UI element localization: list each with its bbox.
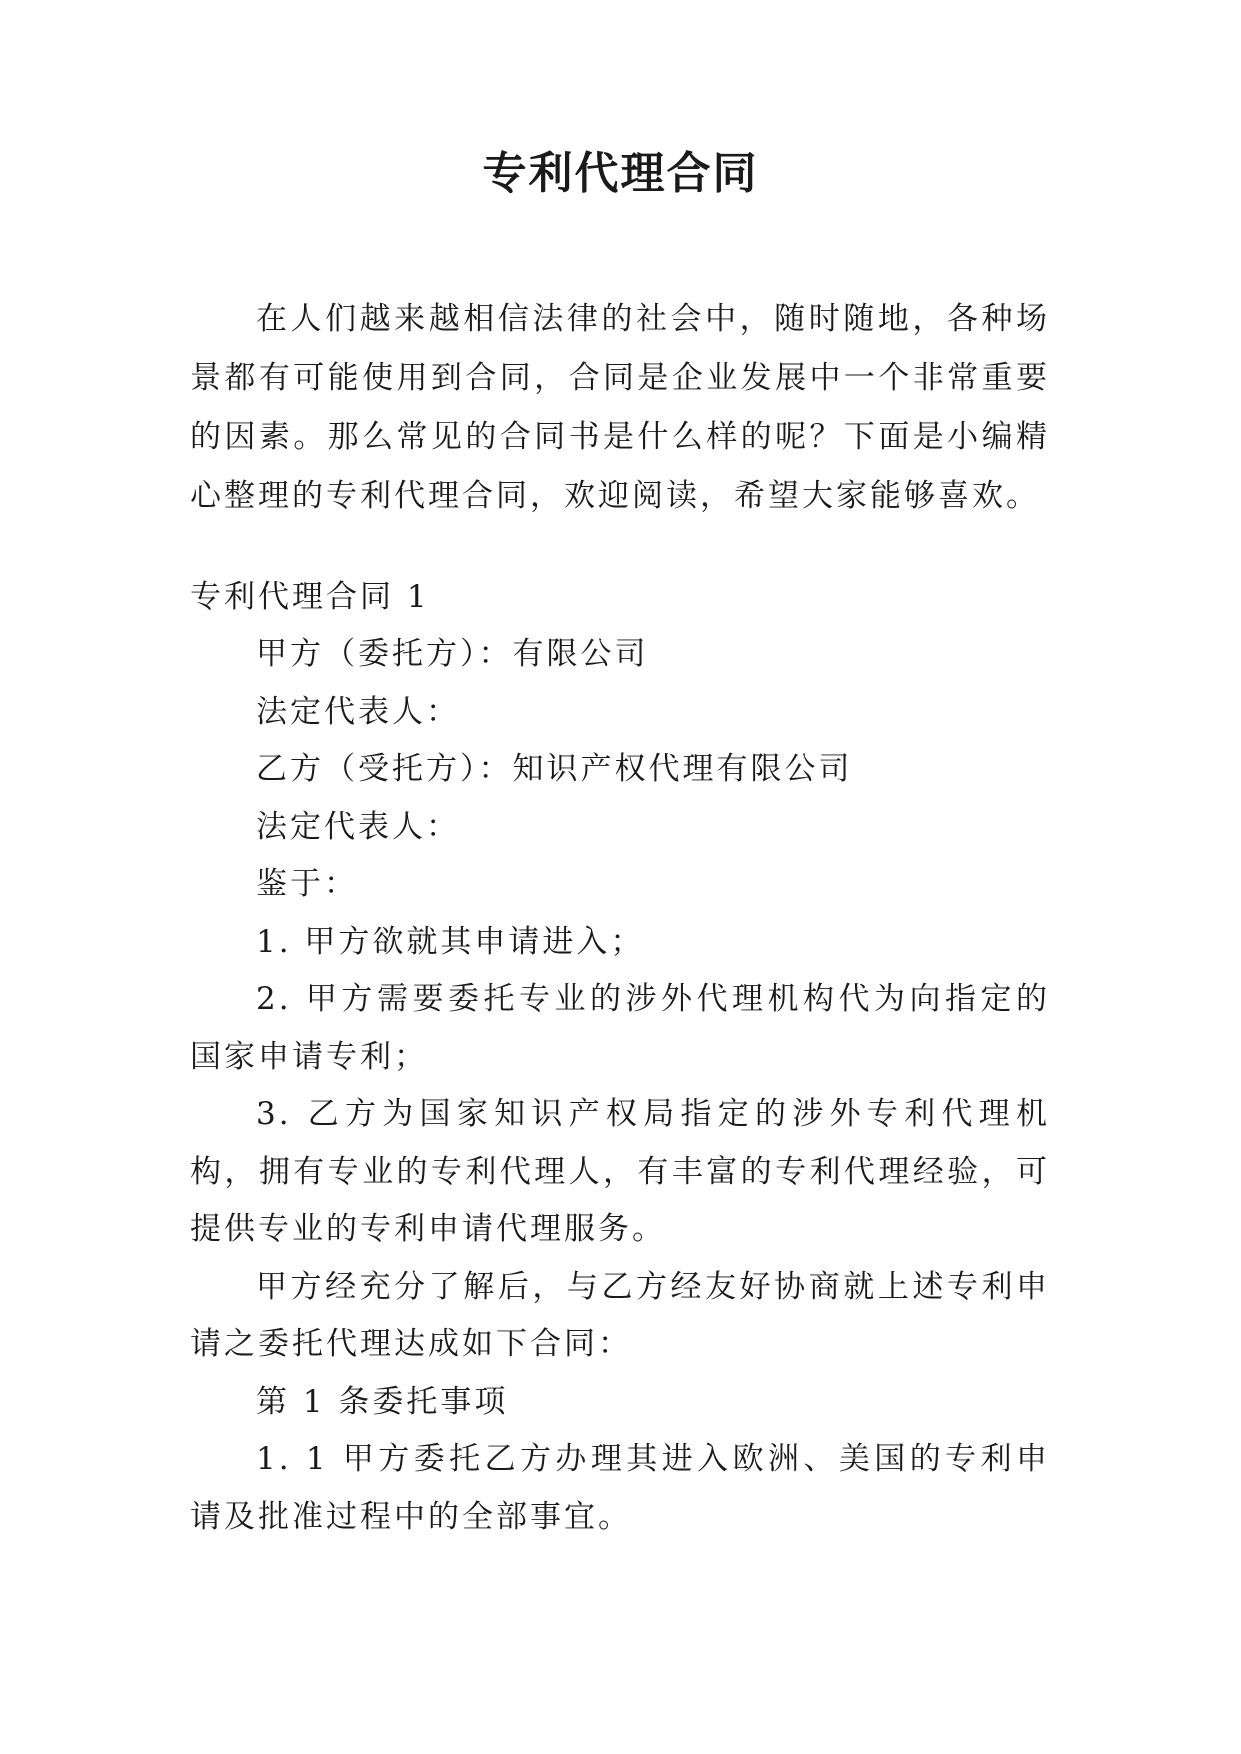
intro-paragraph: 在人们越来越相信法律的社会中，随时随地，各种场景都有可能使用到合同，合同是企业发展中一个非常重要的因素。那么常见的合同书是什么样的呢？下面是小编精心整理的专利代理合同，欢迎阅读，希望大家能够喜欢。: [190, 301, 1050, 514]
whereas-item-2: 2. 甲方需要委托专业的涉外代理机构代为向指定的国家申请专利；: [190, 981, 1050, 1075]
agreement-paragraph: 甲方经充分了解后，与乙方经友好协商就上述专利申请之委托代理达成如下合同：: [190, 1268, 1050, 1362]
section-heading: 专利代理合同 1: [190, 579, 430, 615]
document-body: [190, 290, 1050, 1546]
whereas-item-1: 1. 甲方欲就其申请进入；: [256, 923, 645, 960]
article-1-heading: 第 1 条委托事项: [256, 1383, 509, 1420]
party-b-representative-line: 法定代表人：: [256, 808, 460, 845]
whereas-item-3: 3. 乙方为国家知识产权局指定的涉外专利代理机构，拥有专业的专利代理人，有丰富的专利代理经验，可提供专业的专利申请代理服务。: [190, 1096, 1050, 1247]
clause-1-1: 1. 1 甲方委托乙方办理其进入欧洲、美国的专利申请及批准过程中的全部事宜。: [190, 1441, 1050, 1535]
party-a-representative-line: 法定代表人：: [256, 693, 460, 730]
party-a-line: 甲方（委托方）：有限公司: [256, 636, 649, 672]
whereas-heading: 鉴于：: [256, 866, 358, 902]
document-title: 专利代理合同: [482, 148, 759, 199]
party-b-line: 乙方（受托方）：知识产权代理有限公司: [256, 751, 853, 787]
